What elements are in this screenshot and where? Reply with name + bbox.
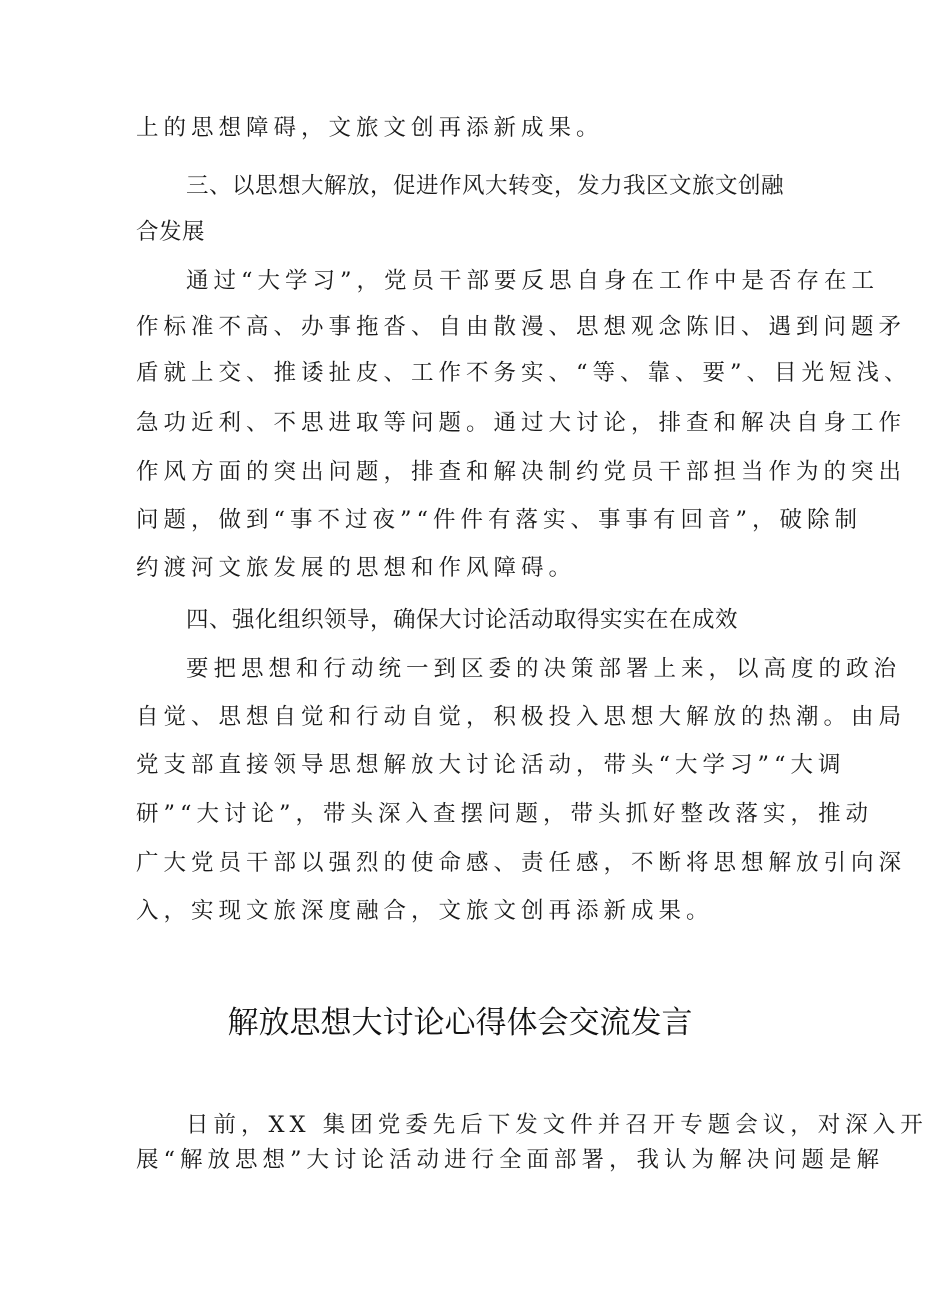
section-heading-4: 四、强化组织领导，确保大讨论活动取得实实在在成效 (186, 607, 739, 633)
paragraph-line: 通过“大学习”，党员干部要反思自身在工作中是否存在工 (186, 268, 880, 294)
paragraph-line: 约渡河文旅发展的思想和作风障碍。 (136, 555, 577, 581)
paragraph-line: 上的思想障碍，文旅文创再添新成果。 (136, 115, 604, 141)
paragraph-line: 入，实现文旅深度融合，文旅文创再添新成果。 (136, 898, 714, 924)
paragraph-line: 要把思想和行动统一到区委的决策部署上来，以高度的政治 (186, 656, 902, 682)
paragraph-line: 展“解放思想”大讨论活动进行全面部署，我认为解决问题是解 (136, 1147, 885, 1173)
paragraph-line: 问题，做到“事不过夜”“件件有落实、事事有回音”，破除制 (136, 507, 863, 533)
section-heading-3: 三、以思想大解放，促进作风大转变，发力我区文旅文创融 (186, 173, 785, 199)
paragraph-line: 党支部直接领导思想解放大讨论活动，带头“大学习”“大调 (136, 752, 846, 778)
paragraph-line: 急功近利、不思进取等问题。通过大讨论，排查和解决自身工作 (136, 410, 907, 436)
paragraph-line: 广大党员干部以强烈的使命感、责任感，不断将思想解放引向深 (136, 850, 907, 876)
article-title: 解放思想大讨论心得体会交流发言 (227, 1005, 693, 1041)
paragraph-line: 作标准不高、办事拖沓、自由散漫、思想观念陈旧、遇到问题矛 (136, 314, 907, 340)
paragraph-line: 作风方面的突出问题，排查和解决制约党员干部担当作为的突出 (136, 459, 907, 485)
paragraph-line: 自觉、思想自觉和行动自觉，积极投入思想大解放的热潮。由局 (136, 704, 907, 730)
paragraph-line: 研”“大讨论”，带头深入查摆问题，带头抓好整改落实，推动 (136, 801, 874, 827)
paragraph-line: 日前，XX 集团党委先后下发文件并召开专题会议，对深入开 (186, 1112, 928, 1138)
paragraph-line: 盾就上交、推诿扯皮、工作不务实、“等、靠、要”、目光短浅、 (136, 360, 912, 386)
section-heading-3-cont: 合发展 (136, 219, 206, 245)
